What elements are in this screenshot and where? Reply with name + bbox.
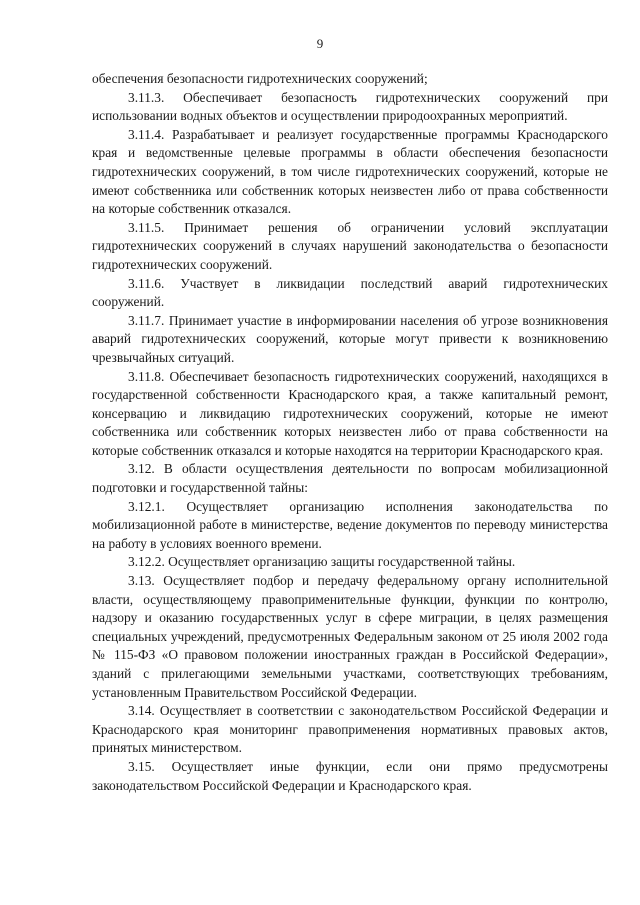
paragraph-3-11-3: 3.11.3. Обеспечивает безопасность гидротехнических сооружений при использовании водных объектов и осуществлении природоохранных мероприятий. (92, 89, 608, 124)
paragraph-3-15: 3.15. Осуществляет иные функции, если они прямо предусмотрены законодательством Российской Федерации и Краснодарского края. (92, 758, 608, 793)
paragraph-3-12-2: 3.12.2. Осуществляет организацию защиты государственной тайны. (128, 554, 516, 570)
paragraph-3-12: 3.12. В области осуществления деятельности по вопросам мобилизационной подготовки и государственной тайны: (92, 461, 608, 496)
paragraph-3-11-8: 3.11.8. Обеспечивает безопасность гидротехнических сооружений, находящихся в государственной собственности Краснодарского края, а также капитальный ремонт, консервацию и ликвидацию гидротехнических сооружений, которые не имеют собственника или собственник которых неизвестен либо от права собственности на которые собственник отказался и которые находятся на территории Краснодарского края. (92, 368, 608, 458)
paragraph-3-13: 3.13. Осуществляет подбор и передачу федеральному органу исполнительной власти, осуществляющему правоприменительные функции, функции по контролю, надзору и оказанию государственных услуг в сфере миграции, в целях размещения специальных учреждений, предусмотренных Федеральным законом от 25 июля 2002 года № 115-ФЗ «О правовом положении иностранных граждан в Российской Федерации», зданий с прилегающими земельными участками, соответствующих требованиям, установленным Правительством Российской Федерации. (92, 573, 608, 700)
paragraph-continuation: обеспечения безопасности гидротехнических сооружений; (92, 71, 428, 86)
paragraph-3-14: 3.14. Осуществляет в соответствии с законодательством Российской Федерации и Краснодарского края мониторинг правоприменения нормативных правовых актов, принятых министерством. (92, 703, 608, 756)
paragraph-3-11-5: 3.11.5. Принимает решения об ограничении условий эксплуатации гидротехнических сооружений в случаях нарушений законодательства о безопасности гидротехнических сооружений. (92, 219, 608, 272)
page-number: 9 (316, 36, 324, 51)
paragraph-3-11-4: 3.11.4. Разрабатывает и реализует государственные программы Краснодарского края и ведомственные целевые программы в области обеспечения безопасности гидротехнических сооружений, в том числе гидротехнических сооружений, которые не имеют собственника или собственник которых неизвестен либо от права собственности на которые собственник отказался. (92, 126, 608, 217)
paragraph-3-11-7: 3.11.7. Принимает участие в информировании населения об угрозе возникновения аварий гидротехнических сооружений, которые могут привести к возникновению чрезвычайных ситуаций. (92, 312, 608, 365)
paragraph-3-11-6: 3.11.6. Участвует в ликвидации последствий аварий гидротехнических сооружений. (92, 275, 608, 310)
paragraph-3-12-1: 3.12.1. Осуществляет организацию исполнения законодательства по мобилизационной работе в министерстве, ведение документов по переводу министерства на работу в условиях военного времени. (92, 498, 608, 551)
document-body (92, 70, 608, 795)
